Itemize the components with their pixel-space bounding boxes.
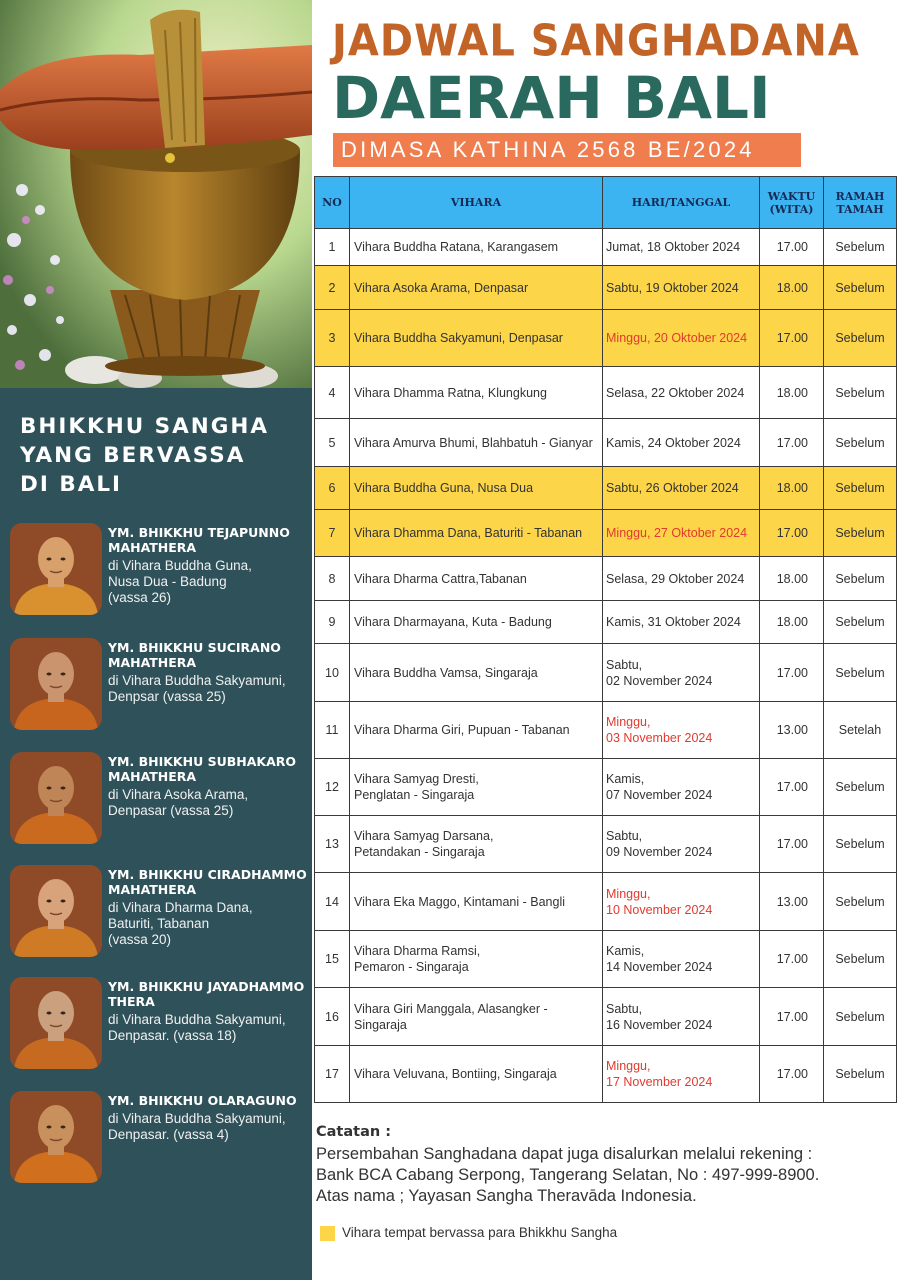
- cell-ramah-tamah: Sebelum: [824, 1046, 897, 1103]
- cell-date: Kamis, 31 Oktober 2024: [603, 601, 760, 644]
- cell-vihara: Vihara Amurva Bhumi, Blahbatuh - Gianyar: [350, 419, 603, 467]
- monk-info: [108, 1093, 310, 1143]
- monk-portrait-image: [10, 752, 102, 844]
- cell-vihara: Vihara Dharma Ramsi, Pemaron - Singaraja: [350, 931, 603, 988]
- monk-card: [10, 1091, 310, 1186]
- cell-vihara: Vihara Dharma Giri, Pupuan - Tabanan: [350, 702, 603, 759]
- monk-portrait-image: [10, 865, 102, 957]
- cell-time: 17.00: [760, 229, 824, 266]
- panel-title-line: YANG BERVASSA: [20, 443, 246, 468]
- monk-card: [10, 977, 310, 1072]
- monk-portrait-image: [10, 523, 102, 615]
- cell-date: Jumat, 18 Oktober 2024: [603, 229, 760, 266]
- cell-ramah-tamah: Sebelum: [824, 931, 897, 988]
- cell-date: Sabtu, 26 Oktober 2024: [603, 467, 760, 510]
- cell-time: 17.00: [760, 644, 824, 702]
- header-date: HARI/TANGGAL: [603, 177, 760, 229]
- monk-card: [10, 752, 310, 847]
- cell-ramah-tamah: Sebelum: [824, 419, 897, 467]
- cell-ramah-tamah: Sebelum: [824, 759, 897, 816]
- monk-card: [10, 865, 310, 960]
- cell-vihara: Vihara Samyag Dresti, Penglatan - Singaraja: [350, 759, 603, 816]
- cell-vihara: Vihara Buddha Guna, Nusa Dua: [350, 467, 603, 510]
- cell-vihara: Vihara Asoka Arama, Denpasar: [350, 266, 603, 310]
- cell-ramah-tamah: Sebelum: [824, 367, 897, 419]
- cell-date: Minggu, 20 Oktober 2024: [603, 310, 760, 367]
- table-header-row: [315, 177, 897, 229]
- table-row: [315, 1046, 897, 1103]
- cell-ramah-tamah: Sebelum: [824, 229, 897, 266]
- monk-residence: di Vihara Buddha Guna, Nusa Dua - Badung (vassa 26): [108, 558, 252, 605]
- cell-vihara: Vihara Buddha Sakyamuni, Denpasar: [350, 310, 603, 367]
- monk-name: YM. BHIKKHU CIRADHAMMO MAHATHERA: [108, 867, 307, 897]
- table-row: [315, 310, 897, 367]
- monk-residence: di Vihara Asoka Arama, Denpasar (vassa 25): [108, 787, 249, 818]
- cell-vihara: Vihara Dhamma Ratna, Klungkung: [350, 367, 603, 419]
- alms-bowl-image: [0, 0, 312, 388]
- cell-ramah-tamah: Setelah: [824, 702, 897, 759]
- cell-no: 2: [315, 266, 350, 310]
- header-ramah-tamah: RAMAH TAMAH: [824, 177, 897, 229]
- subtitle-banner: DIMASA KATHINA 2568 BE/2024: [333, 133, 801, 167]
- table-row: [315, 510, 897, 557]
- legend-swatch: [320, 1226, 335, 1241]
- cell-time: 17.00: [760, 510, 824, 557]
- cell-ramah-tamah: Sebelum: [824, 601, 897, 644]
- panel-title-line: DI BALI: [20, 472, 123, 497]
- header-time: WAKTU (WITA): [760, 177, 824, 229]
- cell-no: 3: [315, 310, 350, 367]
- monk-name: YM. BHIKKHU SUBHAKARO MAHATHERA: [108, 754, 296, 784]
- cell-date: Minggu, 10 November 2024: [603, 873, 760, 931]
- header-vihara: VIHARA: [350, 177, 603, 229]
- cell-time: 13.00: [760, 702, 824, 759]
- monk-portrait-image: [10, 638, 102, 730]
- cell-no: 16: [315, 988, 350, 1046]
- cell-no: 17: [315, 1046, 350, 1103]
- cell-date: Sabtu, 09 November 2024: [603, 816, 760, 873]
- monk-card: [10, 523, 310, 618]
- cell-date: Minggu, 27 Oktober 2024: [603, 510, 760, 557]
- cell-time: 18.00: [760, 266, 824, 310]
- cell-vihara: Vihara Samyag Darsana, Petandakan - Singaraja: [350, 816, 603, 873]
- table-row: [315, 229, 897, 266]
- notes-title: Catatan :: [316, 1124, 392, 1140]
- cell-time: 17.00: [760, 759, 824, 816]
- cell-time: 17.00: [760, 1046, 824, 1103]
- cell-vihara: Vihara Veluvana, Bontiing, Singaraja: [350, 1046, 603, 1103]
- cell-no: 10: [315, 644, 350, 702]
- cell-time: 17.00: [760, 816, 824, 873]
- page-title-region: DAERAH BALI: [332, 64, 771, 132]
- cell-date: Selasa, 29 Oktober 2024: [603, 557, 760, 601]
- table-row: [315, 816, 897, 873]
- table-row: [315, 988, 897, 1046]
- cell-date: Selasa, 22 Oktober 2024: [603, 367, 760, 419]
- monk-info: [108, 640, 310, 705]
- cell-ramah-tamah: Sebelum: [824, 467, 897, 510]
- legend-text: Vihara tempat bervassa para Bhikkhu Sangha: [342, 1225, 618, 1240]
- cell-time: 17.00: [760, 310, 824, 367]
- cell-no: 14: [315, 873, 350, 931]
- cell-time: 18.00: [760, 557, 824, 601]
- monk-info: [108, 525, 310, 606]
- cell-ramah-tamah: Sebelum: [824, 310, 897, 367]
- bhikkhu-sangha-panel: [0, 388, 312, 1280]
- cell-no: 5: [315, 419, 350, 467]
- cell-time: 17.00: [760, 988, 824, 1046]
- monk-info: [108, 867, 310, 948]
- cell-no: 11: [315, 702, 350, 759]
- cell-date: Kamis, 07 November 2024: [603, 759, 760, 816]
- table-row: [315, 367, 897, 419]
- cell-time: 18.00: [760, 367, 824, 419]
- header-no: NO: [315, 177, 350, 229]
- cell-no: 1: [315, 229, 350, 266]
- cell-ramah-tamah: Sebelum: [824, 266, 897, 310]
- monk-info: [108, 754, 310, 819]
- monk-name: YM. BHIKKHU TEJAPUNNO MAHATHERA: [108, 525, 290, 555]
- monk-info: [108, 979, 310, 1044]
- table-row: [315, 266, 897, 310]
- schedule-table: [314, 176, 897, 1103]
- cell-no: 9: [315, 601, 350, 644]
- cell-ramah-tamah: Sebelum: [824, 557, 897, 601]
- panel-title: [20, 412, 305, 499]
- cell-vihara: Vihara Buddha Ratana, Karangasem: [350, 229, 603, 266]
- cell-time: 13.00: [760, 873, 824, 931]
- monk-residence: di Vihara Buddha Sakyamuni, Denpasar. (vassa 18): [108, 1012, 286, 1043]
- table-row: [315, 601, 897, 644]
- cell-date: Sabtu, 16 November 2024: [603, 988, 760, 1046]
- cell-no: 4: [315, 367, 350, 419]
- notes-text: Persembahan Sanghadana dapat juga disalurkan melalui rekening : Bank BCA Cabang Serpong, Tangerang Selatan, No : 497-999-8900. Atas nama ; Yayasan Sangha Theravāda Indonesia.: [316, 1145, 820, 1205]
- notes-section: [316, 1124, 901, 1207]
- panel-title-line: BHIKKHU SANGHA: [20, 414, 270, 439]
- cell-vihara: Vihara Dhamma Dana, Baturiti - Tabanan: [350, 510, 603, 557]
- monk-card: [10, 638, 310, 733]
- cell-no: 12: [315, 759, 350, 816]
- cell-no: 6: [315, 467, 350, 510]
- cell-no: 13: [315, 816, 350, 873]
- monk-residence: di Vihara Buddha Sakyamuni, Denpasar. (vassa 4): [108, 1111, 286, 1142]
- cell-date: Sabtu, 02 November 2024: [603, 644, 760, 702]
- cell-ramah-tamah: Sebelum: [824, 873, 897, 931]
- monk-name: YM. BHIKKHU SUCIRANO MAHATHERA: [108, 640, 281, 670]
- cell-time: 17.00: [760, 419, 824, 467]
- cell-ramah-tamah: Sebelum: [824, 988, 897, 1046]
- cell-time: 18.00: [760, 601, 824, 644]
- table-row: [315, 644, 897, 702]
- cell-vihara: Vihara Eka Maggo, Kintamani - Bangli: [350, 873, 603, 931]
- cell-vihara: Vihara Giri Manggala, Alasangker - Singaraja: [350, 988, 603, 1046]
- monk-residence: di Vihara Buddha Sakyamuni, Denpsar (vassa 25): [108, 673, 286, 704]
- table-row: [315, 702, 897, 759]
- cell-ramah-tamah: Sebelum: [824, 510, 897, 557]
- cell-no: 8: [315, 557, 350, 601]
- monk-residence: di Vihara Dharma Dana, Baturiti, Tabanan (vassa 20): [108, 900, 253, 947]
- cell-ramah-tamah: Sebelum: [824, 644, 897, 702]
- table-body: [315, 229, 897, 1103]
- table-row: [315, 759, 897, 816]
- cell-vihara: Vihara Dharmayana, Kuta - Badung: [350, 601, 603, 644]
- monk-name: YM. BHIKKHU OLARAGUNO: [108, 1093, 297, 1108]
- page-title: JADWAL SANGHADANA: [332, 16, 860, 67]
- table-row: [315, 557, 897, 601]
- cell-no: 15: [315, 931, 350, 988]
- cell-ramah-tamah: Sebelum: [824, 816, 897, 873]
- cell-date: Sabtu, 19 Oktober 2024: [603, 266, 760, 310]
- cell-no: 7: [315, 510, 350, 557]
- cell-time: 18.00: [760, 467, 824, 510]
- cell-date: Minggu, 17 November 2024: [603, 1046, 760, 1103]
- table-row: [315, 873, 897, 931]
- cell-vihara: Vihara Buddha Vamsa, Singaraja: [350, 644, 603, 702]
- cell-date: Minggu, 03 November 2024: [603, 702, 760, 759]
- cell-date: Kamis, 14 November 2024: [603, 931, 760, 988]
- monk-portrait-image: [10, 977, 102, 1069]
- cell-date: Kamis, 24 Oktober 2024: [603, 419, 760, 467]
- table-row: [315, 419, 897, 467]
- monk-portrait-image: [10, 1091, 102, 1183]
- monk-name: YM. BHIKKHU JAYADHAMMO THERA: [108, 979, 305, 1009]
- cell-vihara: Vihara Dharma Cattra,Tabanan: [350, 557, 603, 601]
- table-row: [315, 931, 897, 988]
- table-row: [315, 467, 897, 510]
- cell-time: 17.00: [760, 931, 824, 988]
